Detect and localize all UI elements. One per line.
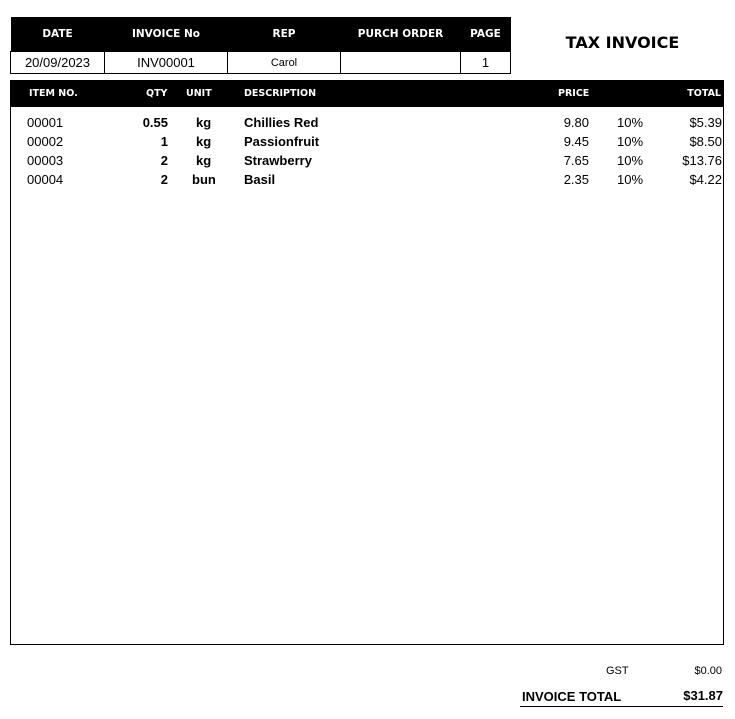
- item-price: 9.45: [563, 134, 589, 149]
- item-unit: kg: [196, 134, 212, 149]
- col-total: TOTAL: [687, 88, 721, 99]
- invoice-number: INV00001: [105, 52, 228, 74]
- header-col-purch-order: PURCH ORDER: [341, 17, 461, 52]
- item-no: 00003: [27, 153, 64, 168]
- item-total: $8.50: [689, 134, 722, 149]
- table-row: [11, 172, 723, 191]
- item-description: Chillies Red: [244, 115, 319, 130]
- item-qty: 1: [160, 134, 168, 149]
- item-qty: 0.55: [142, 115, 168, 130]
- gst-label: GST: [606, 665, 629, 677]
- col-price: PRICE: [558, 88, 590, 99]
- item-tax: 10%: [617, 115, 644, 130]
- invoice-rep: Carol: [228, 52, 341, 74]
- item-unit: kg: [196, 153, 212, 168]
- line-items-table: [10, 80, 724, 645]
- item-total: $5.39: [689, 115, 722, 130]
- line-items-body: [11, 115, 723, 191]
- invoice-total-label: INVOICE TOTAL: [522, 689, 622, 704]
- header-col-date: DATE: [11, 17, 105, 52]
- table-row: [11, 115, 723, 134]
- item-qty: 2: [160, 172, 168, 187]
- col-item-no: ITEM NO.: [29, 88, 78, 99]
- item-no: 00002: [27, 134, 64, 149]
- header-col-page: PAGE: [461, 17, 511, 52]
- line-items-header: [11, 80, 723, 107]
- invoice-total-value: $31.87: [683, 688, 723, 703]
- invoice-page: 1: [461, 52, 511, 74]
- item-description: Passionfruit: [244, 134, 320, 149]
- gst-value: $0.00: [694, 665, 722, 677]
- col-unit: UNIT: [186, 88, 212, 99]
- header-col-rep: REP: [228, 17, 341, 52]
- document-title: TAX INVOICE: [565, 33, 680, 52]
- item-no: 00001: [27, 115, 64, 130]
- item-price: 9.80: [563, 115, 589, 130]
- item-description: Basil: [244, 172, 276, 187]
- invoice-header-table: [10, 17, 511, 74]
- item-total: $4.22: [689, 172, 722, 187]
- item-total: $13.76: [682, 153, 722, 168]
- item-unit: bun: [192, 172, 216, 187]
- item-price: 2.35: [563, 172, 589, 187]
- col-qty: QTY: [146, 88, 168, 99]
- invoice-date: 20/09/2023: [11, 52, 105, 74]
- col-description: DESCRIPTION: [244, 88, 317, 99]
- item-price: 7.65: [563, 153, 589, 168]
- item-unit: kg: [196, 115, 212, 130]
- item-tax: 10%: [617, 134, 644, 149]
- item-qty: 2: [160, 153, 168, 168]
- item-no: 00004: [27, 172, 64, 187]
- invoice-purch-order: [341, 52, 461, 74]
- table-row: [11, 134, 723, 153]
- header-col-invoice-no: INVOICE No: [105, 17, 228, 52]
- table-row: [11, 153, 723, 172]
- total-underline: [520, 706, 723, 707]
- item-tax: 10%: [617, 172, 644, 187]
- item-description: Strawberry: [244, 153, 312, 168]
- item-tax: 10%: [617, 153, 644, 168]
